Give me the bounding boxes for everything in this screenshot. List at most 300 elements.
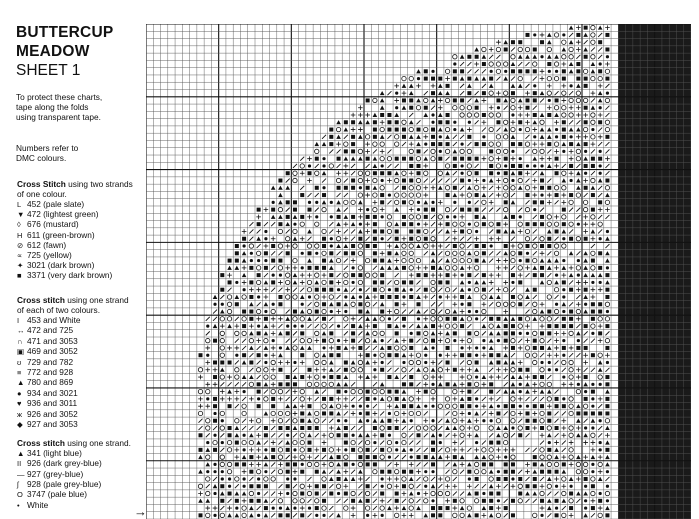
stitch-mark	[474, 469, 478, 473]
stitch-symbol-icon: ▲	[17, 378, 25, 388]
stitch-mark	[387, 229, 391, 233]
stitch-mark	[562, 120, 566, 124]
stitch-mark	[278, 411, 282, 415]
stitch-mark	[228, 280, 232, 284]
stitch-mark	[308, 477, 312, 481]
stitch-mark	[474, 236, 479, 241]
stitch-mark	[264, 506, 268, 510]
stitch-mark	[205, 499, 210, 503]
stitch-mark	[569, 149, 574, 154]
stitch-mark	[395, 157, 399, 161]
stitch-mark	[286, 434, 289, 437]
stitch-mark	[569, 171, 574, 176]
stitch-mark	[395, 229, 399, 233]
stitch-mark	[416, 84, 421, 89]
stitch-mark	[511, 200, 516, 204]
stitch-mark	[526, 448, 530, 452]
stitch-mark	[445, 135, 450, 139]
stitch-mark	[402, 236, 407, 241]
center-arrow-icon: →	[134, 504, 147, 519]
stitch-mark	[518, 229, 523, 234]
fold-note-2: tape along the folds	[16, 102, 89, 112]
stitch-mark	[271, 309, 275, 313]
stitch-mark	[278, 433, 282, 437]
stitch-mark	[562, 499, 567, 503]
stitch-mark	[446, 411, 450, 415]
stitch-mark	[366, 237, 370, 241]
stitch-mark	[460, 106, 464, 110]
stitch-mark	[547, 389, 552, 393]
stitch-mark	[431, 98, 436, 102]
stitch-mark	[213, 324, 218, 328]
stitch-mark	[555, 368, 558, 371]
stitch-mark	[373, 156, 378, 160]
stitch-mark	[606, 55, 609, 58]
stitch-mark	[569, 440, 574, 445]
stitch-mark	[438, 375, 443, 380]
stitch-mark	[460, 135, 464, 139]
stitch-mark	[293, 295, 297, 299]
stitch-mark	[278, 491, 283, 496]
stitch-mark	[249, 324, 254, 329]
stitch-mark	[249, 499, 253, 503]
stitch-mark	[482, 419, 485, 422]
key1-label: 725 (yellow)	[27, 250, 72, 260]
stitch-mark	[438, 317, 442, 321]
stitch-mark	[431, 317, 435, 321]
stitch-mark	[351, 339, 355, 343]
stitch-mark	[264, 441, 268, 445]
stitch-mark	[540, 514, 543, 517]
stitch-mark	[540, 40, 544, 44]
stitch-mark	[445, 499, 450, 504]
stitch-mark	[242, 229, 247, 234]
stitch-mark	[461, 143, 464, 146]
stitch-mark	[518, 47, 522, 51]
stitch-mark	[482, 309, 486, 313]
stitch-mark	[358, 448, 362, 452]
stitch-mark	[423, 295, 428, 300]
stitch-mark	[489, 84, 494, 88]
stitch-mark	[293, 411, 298, 416]
stitch-mark	[547, 135, 552, 139]
stitch-mark	[416, 142, 421, 146]
stitch-mark	[235, 382, 239, 386]
stitch-mark	[562, 382, 567, 387]
stitch-mark	[482, 331, 486, 335]
stitch-symbol-icon: L	[17, 200, 22, 209]
stitch-mark	[489, 368, 493, 372]
stitch-mark	[496, 208, 500, 212]
stitch-mark	[271, 462, 275, 466]
stitch-mark	[511, 237, 515, 241]
stitch-mark	[300, 440, 304, 444]
stitch-mark	[482, 499, 486, 503]
stitch-mark	[242, 251, 247, 255]
stitch-mark	[344, 215, 349, 219]
stitch-mark	[242, 266, 247, 271]
stitch-mark	[315, 353, 319, 357]
stitch-mark	[496, 193, 501, 198]
stitch-mark	[576, 433, 581, 437]
stitch-mark	[439, 434, 442, 437]
stitch-mark	[337, 324, 340, 327]
stitch-mark	[395, 309, 399, 313]
stitch-mark	[460, 455, 465, 459]
stitch-mark	[438, 426, 442, 430]
stitch-mark	[562, 273, 567, 278]
stitch-mark	[605, 127, 609, 131]
stitch-mark	[285, 440, 290, 444]
stitch-mark	[482, 55, 487, 59]
stitch-mark	[445, 338, 449, 342]
stitch-mark	[460, 295, 464, 299]
stitch-mark	[547, 513, 551, 517]
stitch-mark	[286, 448, 290, 452]
stitch-mark	[431, 121, 434, 124]
stitch-mark	[358, 113, 363, 118]
stitch-mark	[293, 506, 296, 509]
stitch-mark	[460, 280, 465, 284]
stitch-mark	[467, 258, 471, 262]
stitch-mark	[424, 143, 427, 146]
stitch-mark	[198, 491, 203, 496]
stitch-mark	[213, 397, 217, 401]
stitch-mark	[490, 244, 493, 247]
stitch-mark	[599, 419, 602, 422]
title-line-1: BUTTERCUP	[16, 24, 114, 41]
stitch-mark	[540, 397, 544, 401]
stitch-mark	[344, 426, 348, 430]
stitch-mark	[439, 295, 442, 298]
stitch-mark	[365, 135, 369, 139]
stitch-mark	[474, 98, 479, 102]
stitch-mark	[533, 77, 537, 81]
stitch-mark	[460, 84, 464, 88]
stitch-mark	[199, 426, 203, 430]
stitch-mark	[503, 258, 508, 263]
stitch-mark	[474, 47, 479, 51]
stitch-mark	[315, 470, 319, 474]
stitch-mark	[366, 164, 370, 168]
stitch-mark	[496, 128, 500, 132]
stitch-mark	[583, 207, 587, 211]
stitch-mark	[409, 360, 413, 364]
stitch-mark	[555, 492, 559, 496]
stitch-mark	[489, 404, 494, 408]
stitch-mark	[555, 98, 559, 102]
stitch-mark	[460, 287, 465, 291]
stitch-mark	[308, 499, 312, 503]
stitch-mark	[206, 513, 210, 517]
stitch-mark	[424, 405, 427, 408]
stitch-mark	[373, 462, 377, 466]
stitch-mark	[329, 426, 334, 431]
stitch-mark	[489, 426, 493, 430]
stitch-mark	[220, 273, 224, 277]
stitch-mark	[358, 389, 362, 393]
stitch-mark	[417, 302, 421, 306]
stitch-mark	[315, 193, 319, 197]
stitch-mark	[489, 171, 493, 175]
stitch-mark	[329, 382, 333, 386]
stitch-mark	[533, 91, 537, 95]
stitch-mark	[329, 266, 334, 270]
stitch-mark	[467, 462, 472, 466]
stitch-mark	[351, 324, 355, 328]
stitch-mark	[409, 113, 413, 117]
key2-label: 469 and 3052	[27, 346, 78, 357]
stitch-mark	[547, 156, 552, 161]
stitch-mark	[329, 360, 334, 364]
stitch-mark	[554, 76, 558, 80]
stitch-mark	[358, 127, 363, 132]
stitch-mark	[409, 251, 413, 255]
stitch-mark	[380, 259, 384, 263]
stitch-mark	[416, 135, 421, 139]
stitch-mark	[489, 477, 493, 481]
stitch-mark	[409, 215, 413, 219]
stitch-mark	[605, 411, 609, 415]
stitch-mark	[402, 295, 405, 298]
stitch-mark	[329, 295, 333, 299]
stitch-mark	[293, 361, 296, 364]
stitch-mark	[460, 382, 465, 387]
stitch-mark	[453, 309, 458, 313]
stitch-mark	[468, 412, 471, 415]
stitch-mark	[482, 448, 486, 452]
stitch-mark	[562, 40, 566, 44]
stitch-mark	[293, 404, 298, 408]
stitch-mark	[533, 477, 537, 481]
stitch-mark	[315, 360, 319, 364]
stitch-mark	[584, 164, 588, 168]
stitch-mark	[257, 360, 261, 364]
stitch-mark	[445, 419, 450, 423]
stitch-mark	[605, 491, 609, 495]
stitch-mark	[583, 33, 588, 37]
stitch-mark	[358, 200, 363, 204]
stitch-mark	[352, 463, 355, 466]
stitch-mark	[271, 353, 276, 358]
stitch-mark	[598, 229, 602, 233]
stitch-mark	[489, 288, 493, 292]
stitch-mark	[242, 273, 247, 277]
stitch-mark	[358, 310, 362, 314]
stitch-mark	[438, 200, 443, 205]
stitch-mark	[278, 324, 282, 328]
stitch-mark	[286, 375, 290, 379]
stitch-mark	[315, 244, 319, 248]
stitch-mark	[496, 251, 500, 255]
stitch-mark	[605, 179, 609, 183]
stitch-mark	[504, 324, 508, 328]
stitch-mark	[576, 142, 581, 146]
stitch-mark	[453, 251, 457, 255]
stitch-mark	[300, 492, 304, 496]
stitch-mark	[496, 390, 500, 394]
stitch-mark	[351, 120, 355, 124]
stitch-mark	[424, 215, 428, 219]
stitch-mark	[423, 317, 428, 322]
stitch-mark	[460, 157, 464, 161]
stitch-mark	[474, 178, 479, 183]
stitch-mark	[540, 171, 545, 175]
stitch-mark	[445, 266, 449, 270]
stitch-mark	[525, 324, 530, 329]
stitch-mark	[300, 288, 304, 292]
stitch-mark	[467, 186, 472, 190]
stitch-mark	[547, 462, 551, 466]
stitch-mark	[220, 397, 225, 402]
stitch-mark	[569, 127, 574, 131]
stitch-mark	[489, 193, 493, 197]
stitch-mark	[307, 229, 312, 233]
stitch-mark	[373, 354, 376, 357]
stitch-mark	[540, 346, 544, 350]
stitch-mark	[351, 426, 355, 430]
stitch-mark	[300, 346, 305, 350]
stitch-mark	[547, 84, 552, 89]
stitch-mark	[554, 106, 558, 110]
stitch-mark	[438, 266, 443, 270]
stitch-mark	[227, 462, 231, 466]
stitch-mark	[423, 382, 428, 387]
stitch-mark	[308, 302, 312, 306]
stitch-mark	[358, 331, 362, 335]
stitch-mark	[394, 207, 399, 211]
stitch-mark	[380, 353, 384, 357]
stitch-mark	[598, 135, 603, 140]
stitch-mark	[257, 229, 261, 233]
stitch-mark	[518, 324, 522, 328]
stitch-mark	[467, 106, 471, 110]
stitch-mark	[235, 251, 239, 255]
stitch-mark	[409, 353, 414, 358]
stitch-mark	[329, 506, 333, 510]
stitch-mark	[256, 338, 261, 343]
stitch-mark	[235, 419, 239, 423]
stitch-mark	[468, 281, 471, 284]
stitch-mark	[496, 273, 501, 278]
stitch-mark	[482, 382, 487, 387]
stitch-mark	[453, 368, 457, 372]
stitch-mark	[496, 295, 501, 299]
stitch-mark	[257, 390, 261, 394]
stitch-mark	[446, 462, 450, 466]
stitch-mark	[344, 455, 348, 459]
stitch-mark	[293, 513, 297, 517]
stitch-mark	[373, 426, 377, 430]
stitch-mark	[540, 55, 543, 58]
stitch-mark	[503, 353, 508, 357]
stitch-mark	[220, 375, 224, 379]
stitch-mark	[402, 397, 407, 401]
stitch-mark	[446, 244, 450, 248]
stitch-mark	[337, 455, 341, 459]
stitch-mark	[482, 62, 486, 66]
stitch-mark	[315, 484, 319, 488]
stitch-mark	[322, 164, 325, 167]
stitch-mark	[249, 491, 253, 495]
stitch-mark	[315, 492, 319, 496]
stitch-mark	[496, 77, 500, 81]
stitch-mark	[453, 135, 457, 139]
stitch-mark	[532, 317, 537, 321]
stitch-mark	[243, 288, 246, 291]
stitch-mark	[540, 127, 545, 131]
stitch-mark	[271, 426, 275, 430]
stitch-mark	[489, 390, 493, 394]
stitch-mark	[307, 382, 311, 386]
stitch-mark	[271, 324, 276, 329]
stitch-mark	[307, 287, 311, 291]
stitch-mark	[598, 200, 602, 204]
stitch-mark	[264, 484, 268, 488]
stitch-mark	[344, 229, 348, 233]
stitch-mark	[315, 164, 319, 168]
stitch-mark	[554, 149, 559, 154]
stitch-mark	[569, 310, 573, 314]
stitch-mark	[569, 280, 573, 284]
stitch-mark	[409, 491, 414, 495]
stitch-mark	[547, 404, 552, 409]
stitch-mark	[605, 135, 609, 139]
stitch-mark	[511, 477, 514, 480]
stitch-mark	[475, 230, 478, 233]
stitch-mark	[402, 258, 406, 262]
stitch-mark	[453, 331, 457, 335]
stitch-mark	[206, 419, 210, 423]
stitch-mark	[598, 157, 602, 161]
stitch-mark	[402, 200, 406, 204]
stitch-mark	[504, 193, 508, 197]
stitch-mark	[562, 215, 566, 219]
stitch-mark	[606, 92, 609, 95]
key2-label: 780 and 869	[27, 377, 74, 388]
stitch-mark	[525, 469, 530, 474]
stitch-mark	[605, 295, 609, 299]
stitch-mark	[526, 135, 530, 139]
stitch-mark	[329, 492, 333, 496]
stitch-mark	[453, 295, 458, 300]
stitch-mark	[431, 135, 435, 139]
stitch-mark	[322, 404, 326, 408]
stitch-mark	[446, 346, 450, 350]
stitch-mark	[278, 280, 283, 285]
stitch-mark	[264, 230, 267, 233]
stitch-mark	[249, 382, 253, 386]
stitch-mark	[380, 287, 384, 291]
stitch-mark	[576, 55, 580, 59]
stitch-mark	[540, 98, 544, 102]
stitch-mark	[503, 215, 508, 219]
stitch-mark	[249, 368, 253, 372]
stitch-mark	[518, 302, 522, 306]
stitch-mark	[569, 266, 574, 271]
stitch-mark	[445, 324, 449, 328]
stitch-mark	[387, 506, 392, 510]
stitch-mark	[489, 77, 493, 81]
stitch-mark	[402, 440, 406, 444]
stitch-mark	[387, 156, 391, 160]
stitch-mark	[569, 251, 574, 255]
stitch-mark	[569, 120, 573, 124]
stitch-mark	[213, 514, 216, 517]
stitch-mark	[351, 491, 355, 495]
stitch-mark	[453, 157, 457, 161]
stitch-mark	[547, 164, 552, 168]
